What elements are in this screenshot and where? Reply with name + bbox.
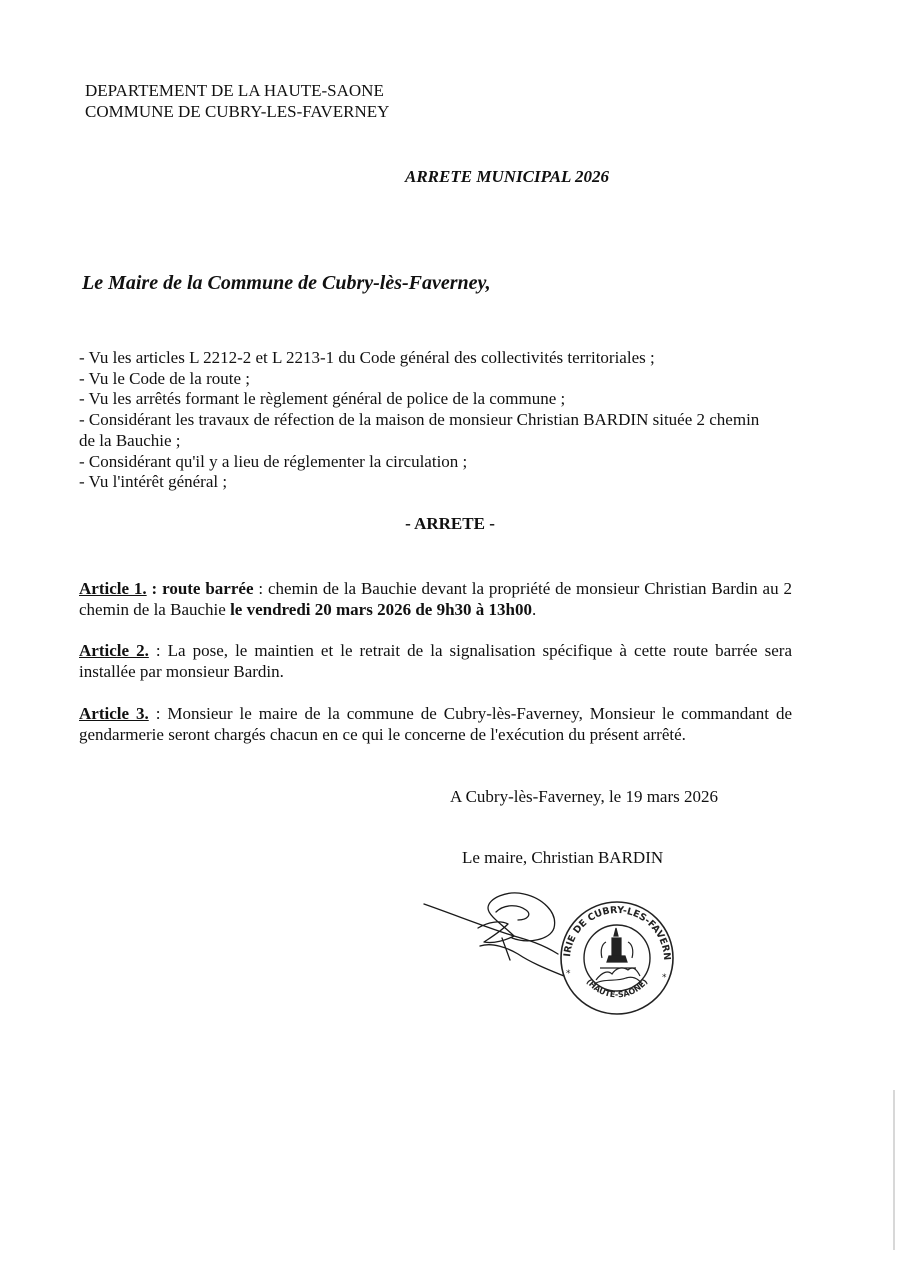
consideration-item: - Vu les arrêtés formant le règlement général de police de la commune ; — [79, 389, 566, 409]
mayor-title: Le Maire de la Commune de Cubry-lès-Faverney, — [82, 272, 491, 294]
considerations-list — [79, 348, 779, 493]
seal-bottom-text: (HAUTE-SAONE) — [584, 977, 650, 1000]
article-label: Article 2. — [79, 641, 149, 660]
article-label: Article 3. — [79, 704, 149, 723]
article-separator: : — [148, 641, 168, 660]
consideration-item: - Vu les articles L 2212-2 et L 2213-1 du Code général des collectivités territoriales ; — [79, 348, 655, 367]
consideration-item: - Considérant les travaux de réfection de la maison de monsieur Christian BARDIN située 2 chemin de la Bauchie ; — [79, 410, 760, 450]
article-separator: : — [146, 579, 163, 598]
consideration-item: - Considérant qu'il y a lieu de réglementer la circulation ; — [79, 451, 468, 471]
consideration-item: - Vu l'intérêt général ; — [79, 472, 228, 492]
arrete-heading: - ARRETE - — [405, 514, 495, 533]
scan-edge-mark — [893, 1090, 895, 1250]
article-2 — [79, 640, 792, 682]
article-1 — [79, 578, 792, 620]
document-header — [85, 80, 389, 122]
signatory: Le maire, Christian BARDIN — [462, 848, 664, 867]
decree-title: ARRETE MUNICIPAL 2026 — [405, 167, 610, 186]
article-text-end: . — [531, 600, 537, 619]
article-text: Monsieur le maire de la commune de Cubry-lès-Faverney, Monsieur le commandant de gendarmerie seront chargés chacun en ce qui le concerne de l'exécution du présent arrêté. — [79, 704, 792, 744]
article-text: La pose, le maintien et le retrait de la signalisation spécifique à cette route barrée sera installée par monsieur Bardin. — [79, 641, 792, 681]
place-and-date: A Cubry-lès-Faverney, le 19 mars 2026 — [450, 787, 719, 806]
article-label: Article 1. — [79, 579, 147, 598]
article-3 — [79, 703, 792, 745]
seal-top-text: IRIE DE CUBRY-LES-FAVERN — [562, 904, 673, 961]
article-separator: : — [148, 704, 168, 723]
commune-line: COMMUNE DE CUBRY-LES-FAVERNEY — [85, 102, 390, 121]
consideration-item: - Vu le Code de la route ; — [79, 368, 250, 388]
article-subject: route barrée — [162, 579, 254, 598]
seal-star: * — [566, 969, 571, 979]
department-line: DEPARTEMENT DE LA HAUTE-SAONE — [85, 81, 384, 100]
commune-seal — [556, 898, 678, 1023]
article-text: : chemin de la Bauchie devant la propriété de monsieur Christian Bardin au 2 chemin de la Bauchie — [79, 579, 792, 619]
article-date-highlight: le vendredi 20 mars 2026 de 9h30 à 13h00 — [230, 600, 532, 619]
seal-star: * — [662, 973, 667, 983]
